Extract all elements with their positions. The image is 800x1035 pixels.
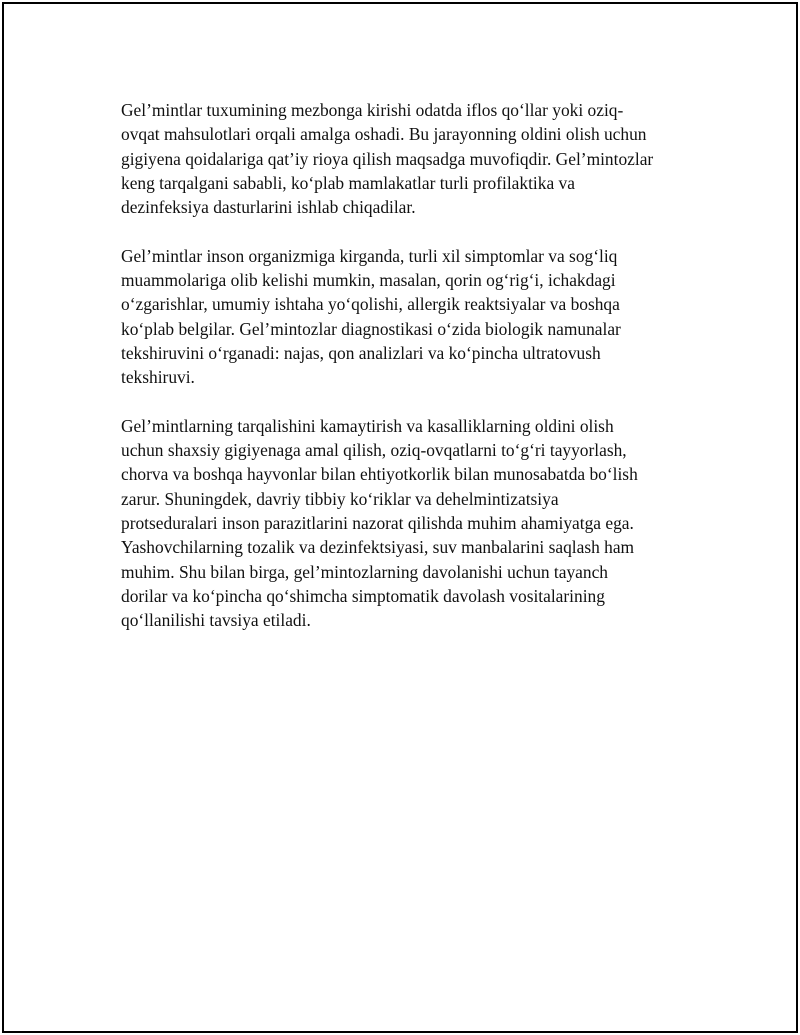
text-line: dezinfeksiya dasturlarini ishlab chiqadilar. <box>121 197 416 218</box>
text-line: dorilar va ko‘pincha qo‘shimcha simptomatik davolash vositalarining <box>121 585 605 606</box>
document-body <box>121 98 701 657</box>
text-line: Gel’mintlar tuxumining mezbonga kirishi odatda iflos qo‘llar yoki oziq- <box>121 100 624 120</box>
text-line: Yashovchilarning tozalik va dezinfektsiyasi, suv manbalarini saqlash ham <box>121 537 635 558</box>
text-line: Gel’mintlar inson organizmiga kirganda, turli xil simptomlar va sog‘liq <box>121 245 618 266</box>
text-line: tekshiruvini o‘rganadi: najas, qon analizlari va ko‘pincha ultratovush <box>121 342 601 363</box>
text-line: muhim. Shu bilan birga, gel’mintozlarning davolanishi uchun tayanch <box>121 561 609 582</box>
text-line: uchun shaxsiy gigiyenaga amal qilish, oziq-ovqatlarni to‘g‘ri tayyorlash, <box>121 440 627 461</box>
paragraph-2 <box>121 244 701 390</box>
text-line: qo‘llanilishi tavsiya etiladi. <box>121 610 311 631</box>
text-line: zarur. Shuningdek, davriy tibbiy ko‘riklar va dehelmintizatsiya <box>121 488 559 509</box>
text-line: ovqat mahsulotlari orqali amalga oshadi. Bu jarayonning oldini olish uchun <box>121 124 647 145</box>
text-line: chorva va boshqa hayvonlar bilan ehtiyotkorlik bilan munosabatda bo‘lish <box>121 464 638 485</box>
text-line: muammolariga olib kelishi mumkin, masalan, qorin og‘rig‘i, ichakdagi <box>121 270 616 291</box>
paragraph-3 <box>121 414 701 633</box>
paragraph-1 <box>121 98 701 219</box>
text-line: o‘zgarishlar, umumiy ishtaha yo‘qolishi, allergik reaktsiyalar va boshqa <box>121 294 620 315</box>
text-line: tekshiruvi. <box>121 367 195 388</box>
page-border <box>2 2 798 1033</box>
text-line: Gel’mintlarning tarqalishini kamaytirish va kasalliklarning oldini olish <box>121 415 614 436</box>
text-line: gigiyena qoidalariga qat’iy rioya qilish maqsadga muvofiqdir. Gel’mintozlar <box>121 148 654 169</box>
text-line: keng tarqalgani sababli, ko‘plab mamlakatlar turli profilaktika va <box>121 172 575 193</box>
text-line: protseduralari inson parazitlarini nazorat qilishda muhim ahamiyatga ega. <box>121 513 634 534</box>
text-line: ko‘plab belgilar. Gel’mintozlar diagnostikasi o‘zida biologik namunalar <box>121 318 621 339</box>
